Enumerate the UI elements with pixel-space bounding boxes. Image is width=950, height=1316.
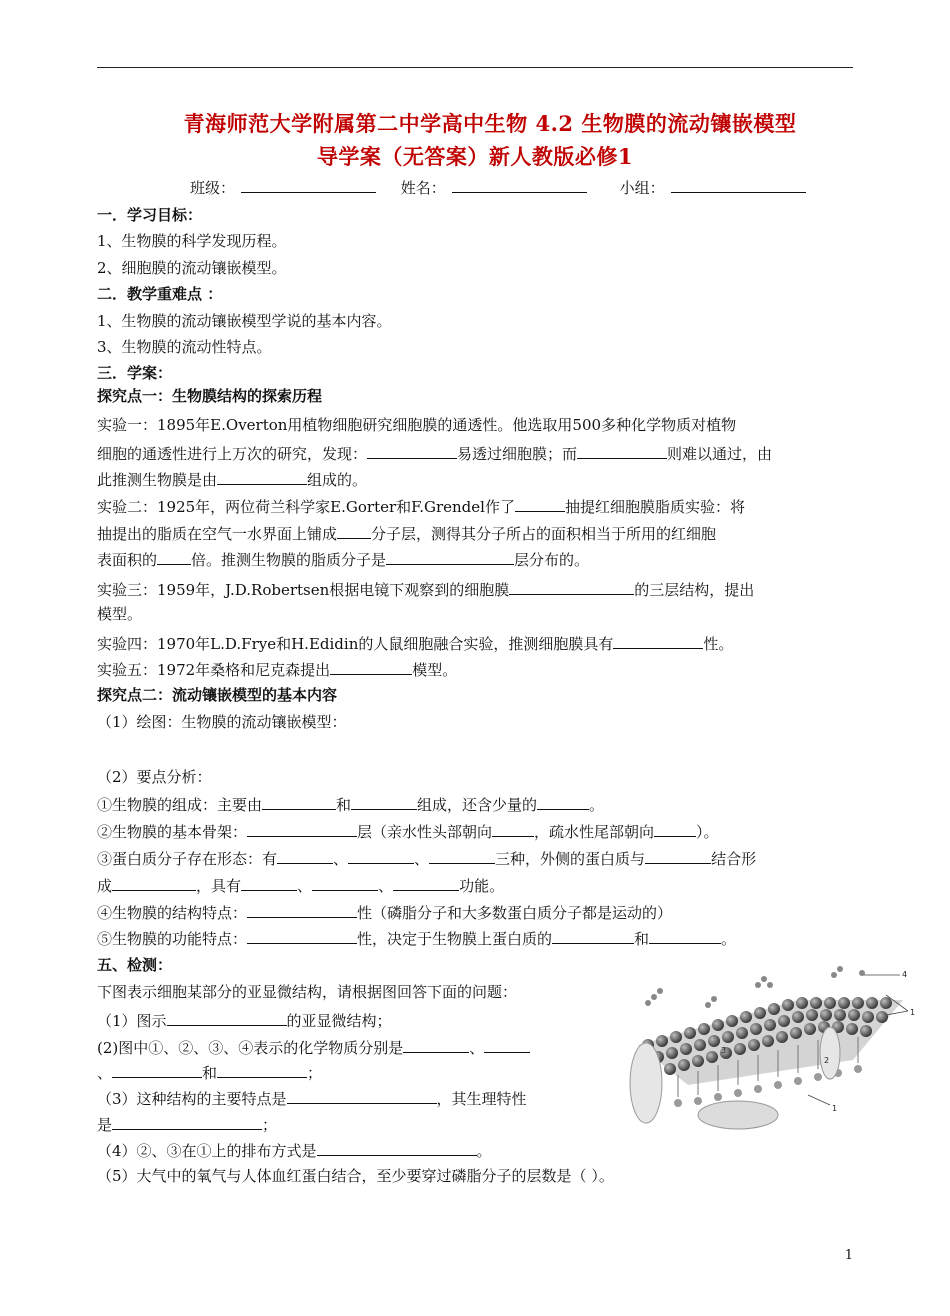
experiment-2-line-b xyxy=(97,522,853,544)
text-segment: 层（亲水性头部朝向 xyxy=(357,823,493,841)
text-segment: 易透过细胞膜；而 xyxy=(457,445,578,463)
experiment-2-line-a xyxy=(97,495,853,517)
class-label: 班级： xyxy=(190,179,236,197)
fill-blank[interactable] xyxy=(537,793,589,810)
fill-blank[interactable] xyxy=(262,793,336,810)
fill-blank[interactable] xyxy=(167,1009,287,1026)
experiment-5-line xyxy=(97,658,853,680)
text-segment: ； xyxy=(307,1064,323,1082)
fill-blank[interactable] xyxy=(348,847,414,864)
analysis-item-1 xyxy=(97,793,853,815)
text-segment: 、 xyxy=(414,850,430,868)
text-segment: 细胞的通透性进行上万次的研究，发现： xyxy=(97,445,368,463)
text-segment: ⑤生物膜的功能特点： xyxy=(97,930,248,948)
group-label: 小组： xyxy=(619,179,665,197)
text-segment: ，具有 xyxy=(196,877,242,895)
fill-blank[interactable] xyxy=(337,522,371,539)
experiment-3-line-b: 模型。 xyxy=(97,605,143,623)
name-label: 姓名： xyxy=(400,179,446,197)
goal-item-1: 1、生物膜的科学发现历程。 xyxy=(97,232,287,250)
section-heading-key-points: 二．教学重难点 ： xyxy=(97,285,223,303)
class-field[interactable] xyxy=(241,176,376,193)
text-segment: ④生物膜的结构特点： xyxy=(97,904,248,922)
fill-blank[interactable] xyxy=(247,820,357,837)
section-heading-study-plan: 三．学案： xyxy=(97,364,173,382)
fill-blank[interactable] xyxy=(552,927,634,944)
fill-blank[interactable] xyxy=(330,658,412,675)
section-heading-test: 五、检测： xyxy=(97,956,173,974)
page-number: 1 xyxy=(844,1248,853,1263)
text-segment: ）。 xyxy=(696,823,719,841)
fill-blank[interactable] xyxy=(317,1139,477,1156)
student-info-row xyxy=(190,176,946,198)
text-segment: 是 xyxy=(97,1116,113,1134)
fill-blank[interactable] xyxy=(217,468,307,485)
text-segment: 成 xyxy=(97,877,113,895)
experiment-3-line-a xyxy=(97,578,853,600)
fill-blank[interactable] xyxy=(112,1061,202,1078)
fill-blank[interactable] xyxy=(247,901,357,918)
membrane-diagram xyxy=(618,965,918,1145)
fill-blank[interactable] xyxy=(287,1087,437,1104)
fill-blank[interactable] xyxy=(403,1036,469,1053)
text-segment: 和 xyxy=(336,796,352,814)
analysis-item-2 xyxy=(97,820,853,842)
text-segment: 实验二：1925年，两位荷兰科学家E.Gorter和F.Grendel作了 xyxy=(97,498,515,516)
fill-blank[interactable] xyxy=(277,847,333,864)
text-segment: (2)图中①、②、③、④表示的化学物质分别是 xyxy=(97,1039,404,1057)
text-segment: 、 xyxy=(469,1039,485,1057)
text-segment: 组成，还含少量的 xyxy=(417,796,538,814)
text-segment: 性。 xyxy=(703,635,734,653)
text-segment: （3）这种结构的主要特点是 xyxy=(97,1090,287,1108)
text-segment: 三种，外侧的蛋白质与 xyxy=(495,850,646,868)
fill-blank[interactable] xyxy=(429,847,495,864)
top-rule xyxy=(97,67,853,68)
experiment-1-line-b xyxy=(97,442,853,464)
text-segment: 。 xyxy=(589,796,605,814)
text-segment: 结合形 xyxy=(711,850,757,868)
doc-title-line1: 青海师范大学附属第二中学高中生物 4.2 生物膜的流动镶嵌模型 xyxy=(183,111,797,136)
section-heading-goals: 一．学习目标： xyxy=(97,206,203,224)
text-segment: 层分布的。 xyxy=(514,551,590,569)
text-segment: 的三层结构，提出 xyxy=(634,581,755,599)
text-segment: ，其生理特性 xyxy=(436,1090,527,1108)
question-5: （5）大气中的氧气与人体血红蛋白结合，至少要穿过磷脂分子的层数是（ ）。 xyxy=(97,1167,614,1185)
analysis-item-4 xyxy=(97,901,853,923)
text-segment: 的亚显微结构； xyxy=(286,1012,392,1030)
analysis-item-5 xyxy=(97,927,853,949)
fill-blank[interactable] xyxy=(241,874,297,891)
analysis-item-3-line-b xyxy=(97,874,853,896)
analysis-item-3-line-a xyxy=(97,847,853,869)
text-segment: 抽提红细胞膜脂质实验：将 xyxy=(564,498,745,516)
text-segment: 、 xyxy=(97,1064,113,1082)
fill-blank[interactable] xyxy=(509,578,634,595)
experiment-1-line-a: 实验一：1895年E.Overton用植物细胞研究细胞膜的通透性。他选取用500多种化学物质对植物 xyxy=(97,416,737,434)
experiment-2-line-c xyxy=(97,548,853,570)
goal-item-2: 2、细胞膜的流动镶嵌模型。 xyxy=(97,259,287,277)
text-segment: （1）图示 xyxy=(97,1012,167,1030)
fill-blank[interactable] xyxy=(577,442,667,459)
analysis-heading: （2）要点分析： xyxy=(97,768,212,786)
text-segment: ，疏水性尾部朝向 xyxy=(534,823,655,841)
text-segment: 此推测生物膜是由 xyxy=(97,471,218,489)
fill-blank[interactable] xyxy=(312,874,378,891)
fill-blank[interactable] xyxy=(492,820,534,837)
text-segment: 表面积的 xyxy=(97,551,158,569)
experiment-1-line-c xyxy=(97,468,853,490)
fill-blank[interactable] xyxy=(112,1113,262,1130)
fill-blank[interactable] xyxy=(515,495,565,512)
text-segment: 、 xyxy=(297,877,313,895)
fill-blank[interactable] xyxy=(654,820,696,837)
inquiry-point-1-heading: 探究点一：生物膜结构的探索历程 xyxy=(97,387,323,405)
figure-label-1-bottom: 1 xyxy=(832,1104,838,1113)
text-segment: 性（磷脂分子和大多数蛋白质分子都是运动的） xyxy=(357,904,673,922)
key-point-1: 1、生物膜的流动镶嵌模型学说的基本内容。 xyxy=(97,312,392,330)
fill-blank[interactable] xyxy=(367,442,457,459)
fill-blank[interactable] xyxy=(112,874,196,891)
fill-blank[interactable] xyxy=(393,874,459,891)
fill-blank[interactable] xyxy=(157,548,191,565)
text-segment: 实验五：1972年桑格和尼克森提出 xyxy=(97,661,331,679)
figure-label-3: 3 xyxy=(721,1046,727,1055)
key-point-2: 3、生物膜的流动性特点。 xyxy=(97,338,272,356)
fill-blank[interactable] xyxy=(645,847,711,864)
experiment-4-line xyxy=(97,632,853,654)
draw-instruction: （1）绘图：生物膜的流动镶嵌模型： xyxy=(97,713,347,731)
group-field[interactable] xyxy=(671,176,806,193)
figure-label-2: 2 xyxy=(824,1056,830,1065)
text-segment: 。 xyxy=(721,930,737,948)
fill-blank[interactable] xyxy=(386,548,514,565)
text-segment: 和 xyxy=(202,1064,218,1082)
fill-blank[interactable] xyxy=(484,1036,530,1053)
figure-label-4: 4 xyxy=(902,970,908,979)
fill-blank[interactable] xyxy=(613,632,703,649)
text-segment: 模型。 xyxy=(412,661,458,679)
text-segment: （4）②、③在①上的排布方式是 xyxy=(97,1142,317,1160)
text-segment: 分子层，测得其分子所占的面积相当于所用的红细胞 xyxy=(371,525,717,543)
text-segment: ①生物膜的组成：主要由 xyxy=(97,796,263,814)
text-segment: 。 xyxy=(476,1142,492,1160)
fill-blank[interactable] xyxy=(247,927,357,944)
inquiry-point-2-heading: 探究点二：流动镶嵌模型的基本内容 xyxy=(97,686,338,704)
fill-blank[interactable] xyxy=(649,927,721,944)
text-segment: 、 xyxy=(333,850,349,868)
name-field[interactable] xyxy=(452,176,587,193)
text-segment: 倍。推测生物膜的脂质分子是 xyxy=(191,551,387,569)
fill-blank[interactable] xyxy=(351,793,417,810)
doc-title-line2: 导学案（无答案）新人教版必修1 xyxy=(316,144,634,169)
fill-blank[interactable] xyxy=(217,1061,307,1078)
text-segment: 则难以通过，由 xyxy=(667,445,773,463)
text-segment: 性，决定于生物膜上蛋白质的 xyxy=(357,930,553,948)
text-segment: 功能。 xyxy=(459,877,505,895)
text-segment: 组成的。 xyxy=(307,471,368,489)
text-segment: ； xyxy=(262,1116,278,1134)
text-segment: ③蛋白质分子存在形态：有 xyxy=(97,850,278,868)
figure-label-1-right: 1 xyxy=(910,1008,916,1017)
text-segment: 抽提出的脂质在空气一水界面上铺成 xyxy=(97,525,338,543)
test-intro: 下图表示细胞某部分的亚显微结构，请根据图回答下面的问题： xyxy=(97,983,518,1001)
text-segment: 实验三：1959年，J.D.Robertsen根据电镜下观察到的细胞膜 xyxy=(97,581,510,599)
text-segment: 实验四：1970年L.D.Frye和H.Edidin的人鼠细胞融合实验，推测细胞膜具有 xyxy=(97,635,614,653)
text-segment: 、 xyxy=(378,877,394,895)
text-segment: 和 xyxy=(634,930,650,948)
phospholipid-top-layer xyxy=(638,997,903,1085)
text-segment: ②生物膜的基本骨架： xyxy=(97,823,248,841)
